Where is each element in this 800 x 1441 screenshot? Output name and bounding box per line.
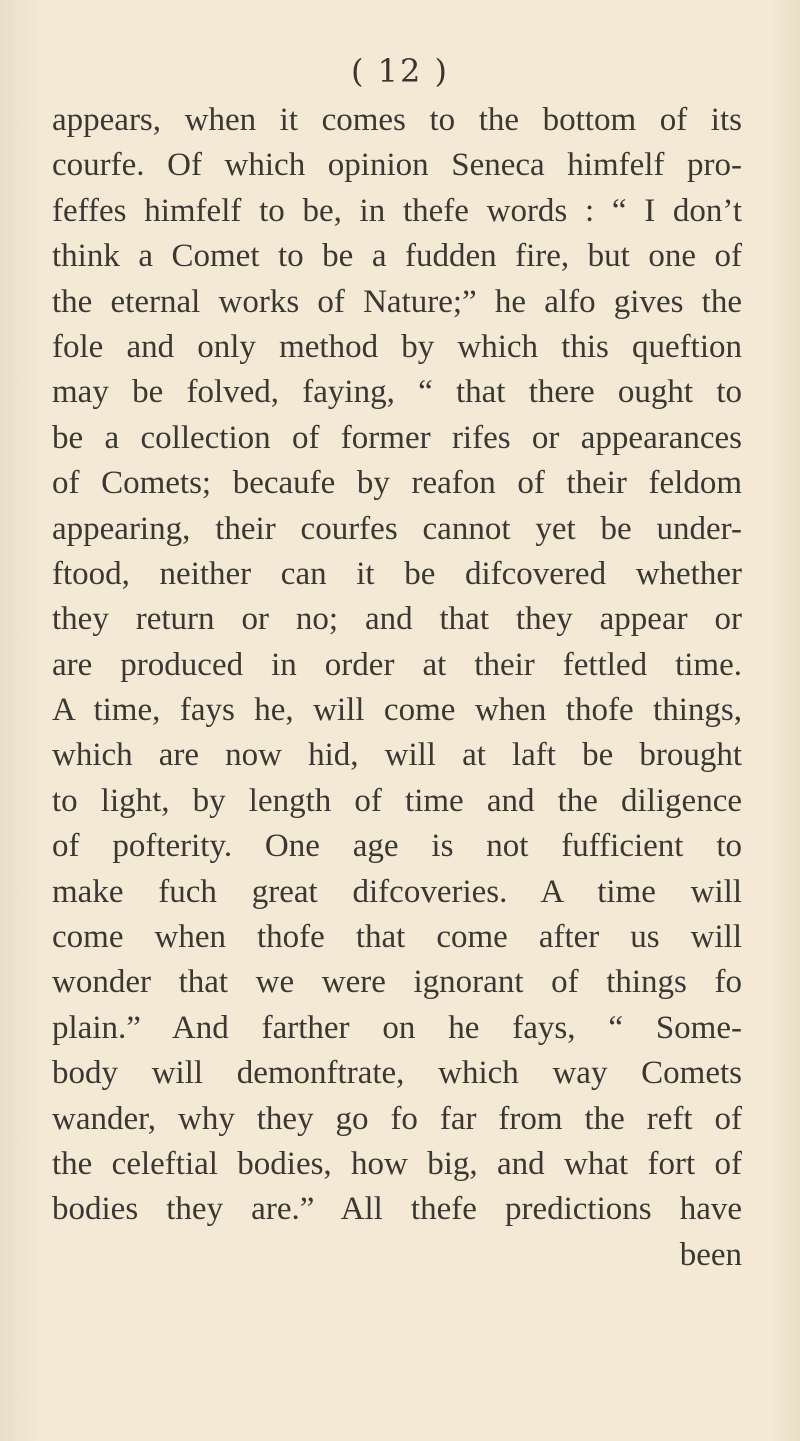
text-line: feffes himfelf to be, in thefe words : “ I don’t xyxy=(52,192,742,229)
text-line: make fuch great difcoveries. A time will xyxy=(52,873,742,910)
text-line: come when thofe that come after us will xyxy=(52,919,742,956)
text-line: the celeftial bodies, how big, and what fort of xyxy=(52,1145,742,1182)
text-line: to light, by length of time and the diligence xyxy=(52,782,742,819)
text-line: are produced in order at their fettled time. xyxy=(52,646,742,683)
text-line: which are now hid, will at laft be brought xyxy=(52,737,742,774)
page-number: ( 12 ) xyxy=(350,52,450,90)
text-line: appearing, their courfes cannot yet be under- xyxy=(52,510,742,547)
text-line: be a collection of former rifes or appearances xyxy=(52,419,742,456)
text-line: they return or no; and that they appear or xyxy=(52,601,742,638)
text-line: courfe. Of which opinion Seneca himfelf pro- xyxy=(52,147,742,184)
text-line: think a Comet to be a fudden fire, but one of xyxy=(52,238,742,275)
text-line: may be folved, faying, “ that there ought to xyxy=(52,374,742,411)
text-line: ftood, neither can it be difcovered whether xyxy=(52,555,742,592)
text-line: wander, why they go fo far from the reft of xyxy=(52,1100,742,1137)
catchword: been xyxy=(679,1236,742,1273)
text-line: of Comets; becaufe by reafon of their feldom xyxy=(52,465,742,502)
text-line: appears, when it comes to the bottom of its xyxy=(52,102,742,138)
text-line: the eternal works of Nature;” he alfo gives the xyxy=(52,283,742,320)
text-line: plain.” And farther on he fays, “ Some- xyxy=(52,1009,742,1046)
text-line: of pofterity. One age is not fufficient to xyxy=(52,828,742,865)
text-line: fole and only method by which this queftion xyxy=(52,328,742,365)
body-text xyxy=(52,98,742,1278)
text-line: A time, fays he, will come when thofe things, xyxy=(52,692,742,729)
text-line: body will demonftrate, which way Comets xyxy=(52,1055,742,1092)
text-line: wonder that we were ignorant of things fo xyxy=(52,964,742,1001)
text-line: bodies they are.” All thefe predictions have xyxy=(52,1191,742,1228)
